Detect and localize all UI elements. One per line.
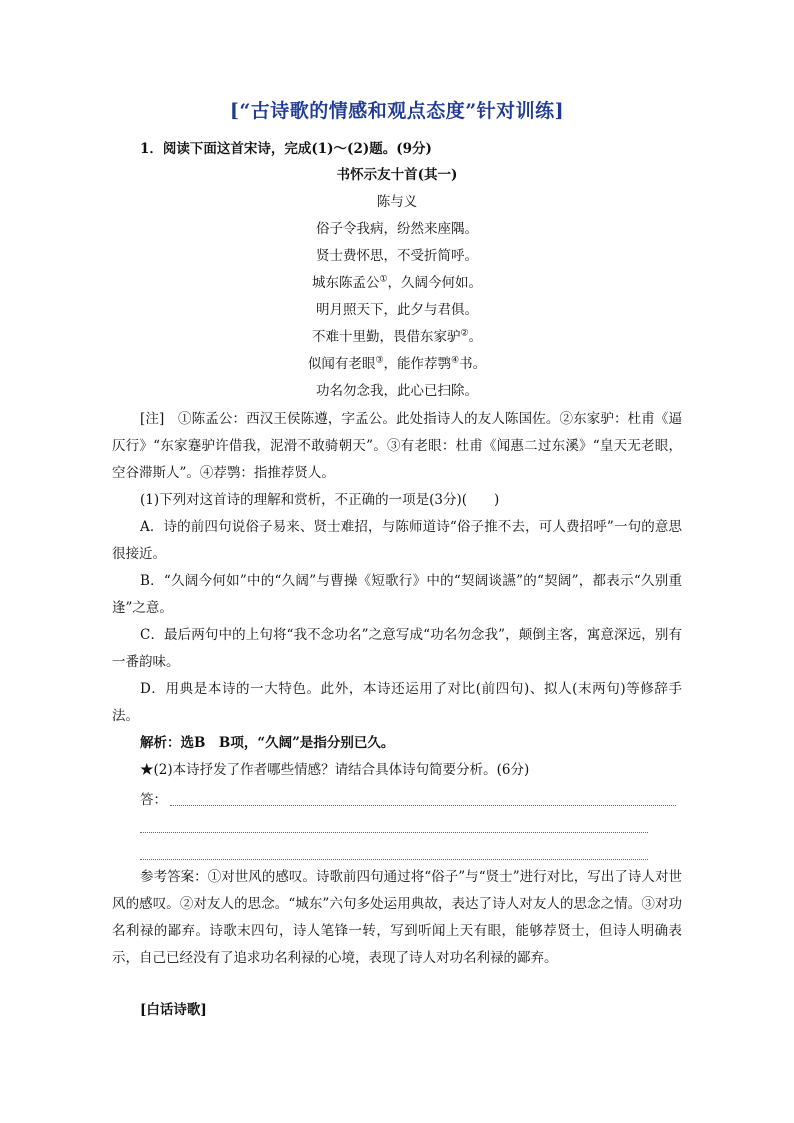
poem-line: 贤士费怀思，不受折简呼。 (316, 248, 478, 264)
answer-line[interactable] (140, 859, 648, 860)
footnote-marker: ② (460, 328, 469, 339)
answer-line[interactable] (140, 832, 648, 833)
answer-label: 答： (140, 792, 167, 808)
footnote-marker: ③ (375, 355, 384, 366)
poem-author: 陈与义 (376, 194, 418, 210)
sub-question-1: (1)下列对这首诗的理解和赏析，不正确的一项是(3分)( ) (140, 492, 500, 508)
section-label: [白话诗歌] (140, 1002, 207, 1018)
option-d: D．用典是本诗的一大特色。此外，本诗还运用了对比(前四句)、拟人(末两句)等修辞手法。 (112, 681, 682, 724)
footnote-marker: ① (379, 274, 388, 285)
option-c: C．最后两句中的上句将“我不念功名”之意写成“功名勿念我”，颠倒主客，寓意深远，别有一番韵味。 (112, 627, 682, 670)
question-intro: 1．阅读下面这首宋诗，完成(1)～(2)题。(9分) (140, 141, 432, 157)
analysis: 解析：选B B项，“久阔”是指分别已久。 (140, 735, 395, 751)
poem-line: 功名勿念我，此心已扫除。 (316, 383, 478, 399)
sub-question-2: ★(2)本诗抒发了作者哪些情感？请结合具体诗句简要分析。(6分) (140, 762, 530, 778)
poem-title: 书怀示友十首(其一) (336, 167, 458, 183)
footnote-marker: ④ (451, 355, 460, 366)
page-title: [“古诗歌的情感和观点态度”针对训练] (229, 100, 565, 122)
option-b: B．“久阔今何如”中的“久阔”与曹操《短歌行》中的“契阔谈讌”的“契阔”，都表示“久别重逢”之意。 (112, 573, 682, 616)
reference-answer: 参考答案：①对世风的感叹。诗歌前四句通过将“俗子”与“贤士”进行对比，写出了诗人对世风的感叹。②对友人的思念。“城东”六句多处运用典故，表达了诗人对友人的思念之情。③对功名利禄的鄙弃。诗歌末四句，诗人笔锋一转，写到听闻上天有眼，能够荐贤士，但诗人明确表示，自己已经没有了追求功名利禄的心境，表现了诗人对功名利禄的鄙弃。 (112, 869, 682, 966)
poem-line: 不难十里勤，畏借东家驴②。 (311, 328, 483, 345)
poem-line: 城东陈孟公①，久阔今何如。 (311, 274, 483, 291)
answer-line[interactable] (170, 805, 676, 806)
option-a: A．诗的前四句说俗子易来、贤士难招，与陈师道诗“俗子推不去，可人费招呼”一句的意思很接近。 (112, 519, 682, 562)
poem-line: 明月照天下，此夕与君俱。 (316, 302, 478, 318)
poem-notes: [注] ①陈孟公：西汉王侯陈遵，字孟公。此处指诗人的友人陈国佐。②东家驴：杜甫《逼仄行》“东家蹇驴许借我，泥滑不敢骑朝天”。③有老眼：杜甫《闻惠二过东溪》“皇天无老眼，空谷滞斯人”。④荐鹗：指推荐贤人。 (112, 411, 682, 481)
poem-line: 俗子令我病，纷然来座隅。 (316, 221, 478, 237)
poem-line: 似闻有老眼③，能作荐鹗④书。 (307, 355, 487, 372)
